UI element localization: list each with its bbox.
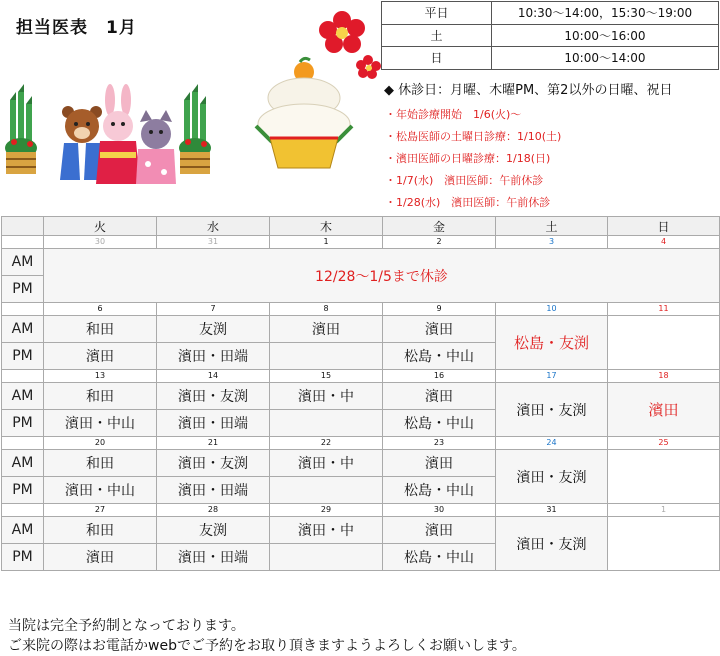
closed-cell	[270, 477, 383, 504]
doctor-cell: 松島・中山	[383, 410, 496, 437]
doctor-cell: 濱田・田端	[157, 477, 270, 504]
am-label: AM	[2, 383, 44, 410]
kadomatsu-right-icon	[179, 84, 211, 174]
saturday-doctor-cell: 濱田・友渕	[496, 517, 608, 571]
doctor-cell: 濱田・中	[270, 450, 383, 477]
footer-notice	[8, 616, 526, 656]
hours-row-saturday	[382, 24, 719, 47]
weekday-header: 水	[157, 217, 270, 236]
notes-list	[385, 108, 561, 218]
doctor-cell: 濱田	[383, 517, 496, 544]
page-title: 担当医表 1月	[16, 18, 137, 38]
date-cell: 24	[496, 437, 608, 450]
date-cell: 18	[608, 370, 720, 383]
weekday-header: 土	[496, 217, 608, 236]
sunday-closed-cell	[608, 316, 720, 370]
am-row	[2, 249, 720, 276]
footer-line: 当院は完全予約制となっております。	[8, 618, 245, 634]
date-cell: 22	[270, 437, 383, 450]
date-cell: 14	[157, 370, 270, 383]
closed-cell	[270, 544, 383, 571]
doctor-cell: 松島・中山	[383, 477, 496, 504]
hours-value: 10:30～14:00，15:30～19:00	[492, 2, 719, 25]
saturday-doctor-cell: 濱田・友渕	[496, 450, 608, 504]
doctor-cell: 濱田・中山	[44, 410, 157, 437]
closed-cell	[270, 343, 383, 370]
note-item: ・1/7(水) 濱田医師：午前休診	[385, 174, 544, 187]
closed-cell	[270, 410, 383, 437]
doctor-cell: 濱田・田端	[157, 544, 270, 571]
note-item: ・松島医師の土曜日診療：1/10(土)	[385, 130, 562, 143]
date-cell: 9	[383, 303, 496, 316]
am-row	[2, 450, 720, 477]
doctor-cell: 友渕	[157, 517, 270, 544]
closed-days: ◆ 休診日：月曜、木曜PM、第2以外の日曜、祝日	[384, 83, 673, 98]
doctor-cell: 濱田・田端	[157, 343, 270, 370]
doctor-cell: 友渕	[157, 316, 270, 343]
date-cell: 20	[44, 437, 157, 450]
pm-label: PM	[2, 410, 44, 437]
doctor-cell: 和田	[44, 517, 157, 544]
date-cell: 2	[383, 236, 496, 249]
date-cell: 28	[157, 504, 270, 517]
date-cell: 1	[608, 504, 720, 517]
am-row	[2, 316, 720, 343]
pm-label: PM	[2, 276, 44, 303]
date-cell: 25	[608, 437, 720, 450]
note-item: ・年始診療開始 1/6(火)～	[385, 108, 522, 121]
date-cell: 17	[496, 370, 608, 383]
plum-blossom-icon	[312, 8, 384, 80]
doctor-cell: 濱田	[44, 544, 157, 571]
rabbit-character-icon	[96, 84, 140, 184]
doctor-cell: 濱田	[270, 316, 383, 343]
saturday-doctor-cell: 濱田・友渕	[496, 383, 608, 437]
doctor-cell: 濱田・中	[270, 383, 383, 410]
date-cell: 31	[496, 504, 608, 517]
sunday-closed-cell	[608, 517, 720, 571]
weekday-header: 木	[270, 217, 383, 236]
doctor-cell: 松島・中山	[383, 343, 496, 370]
date-cell: 16	[383, 370, 496, 383]
am-row	[2, 383, 720, 410]
note-item: ・濱田医師の日曜診療：1/18(日)	[385, 152, 551, 165]
date-row	[2, 504, 720, 517]
doctor-cell: 濱田・田端	[157, 410, 270, 437]
cat-character-icon	[136, 110, 176, 184]
am-label: AM	[2, 249, 44, 276]
am-label: AM	[2, 517, 44, 544]
date-cell: 15	[270, 370, 383, 383]
date-cell: 8	[270, 303, 383, 316]
date-cell: 11	[608, 303, 720, 316]
date-row	[2, 303, 720, 316]
header-corner	[2, 217, 44, 236]
date-cell: 21	[157, 437, 270, 450]
doctor-cell: 濱田	[383, 383, 496, 410]
date-cell: 23	[383, 437, 496, 450]
pm-label: PM	[2, 477, 44, 504]
date-cell: 27	[44, 504, 157, 517]
hours-label: 日	[382, 47, 492, 70]
doctor-cell: 濱田	[383, 450, 496, 477]
weekday-header: 火	[44, 217, 157, 236]
bear-character-icon	[60, 106, 104, 180]
date-row	[2, 437, 720, 450]
date-cell: 30	[383, 504, 496, 517]
hours-label: 平日	[382, 2, 492, 25]
sunday-doctor-cell: 濱田	[608, 383, 720, 437]
date-cell: 29	[270, 504, 383, 517]
date-cell: 31	[157, 236, 270, 249]
doctor-cell: 濱田・中	[270, 517, 383, 544]
date-cell: 13	[44, 370, 157, 383]
hours-table	[381, 1, 719, 70]
pm-label: PM	[2, 343, 44, 370]
note-item: ・1/28(水) 濱田医師：午前休診	[385, 196, 551, 209]
doctor-cell: 濱田・中山	[44, 477, 157, 504]
date-row	[2, 236, 720, 249]
kadomatsu-left-icon	[5, 84, 37, 174]
footer-line: ご来院の際はお電話かwebでご予約をお取り頂きますようよろしくお願いします。	[8, 638, 526, 654]
doctor-cell: 松島・中山	[383, 544, 496, 571]
schedule-calendar	[1, 216, 720, 571]
date-cell: 4	[608, 236, 720, 249]
date-cell: 10	[496, 303, 608, 316]
date-cell: 1	[270, 236, 383, 249]
hours-row-weekday	[382, 2, 719, 25]
date-row	[2, 370, 720, 383]
am-row	[2, 517, 720, 544]
pm-label: PM	[2, 544, 44, 571]
date-cell: 30	[44, 236, 157, 249]
hours-row-sunday	[382, 47, 719, 70]
doctor-cell: 濱田	[44, 343, 157, 370]
weekday-header: 金	[383, 217, 496, 236]
date-cell: 3	[496, 236, 608, 249]
holiday-notice: 12/28～1/5まで休診	[44, 249, 720, 303]
weekday-header: 日	[608, 217, 720, 236]
date-cell: 7	[157, 303, 270, 316]
doctor-cell: 濱田	[383, 316, 496, 343]
am-label: AM	[2, 450, 44, 477]
am-label: AM	[2, 316, 44, 343]
doctor-cell: 和田	[44, 316, 157, 343]
hours-label: 土	[382, 24, 492, 47]
doctor-cell: 和田	[44, 383, 157, 410]
hours-value: 10:00～16:00	[492, 24, 719, 47]
saturday-doctor-cell: 松島・友渕	[496, 316, 608, 370]
date-cell: 6	[44, 303, 157, 316]
sunday-closed-cell	[608, 450, 720, 504]
hours-value: 10:00～14:00	[492, 47, 719, 70]
doctor-cell: 濱田・友渕	[157, 383, 270, 410]
weekday-header-row	[2, 217, 720, 236]
doctor-cell: 濱田・友渕	[157, 450, 270, 477]
doctor-cell: 和田	[44, 450, 157, 477]
